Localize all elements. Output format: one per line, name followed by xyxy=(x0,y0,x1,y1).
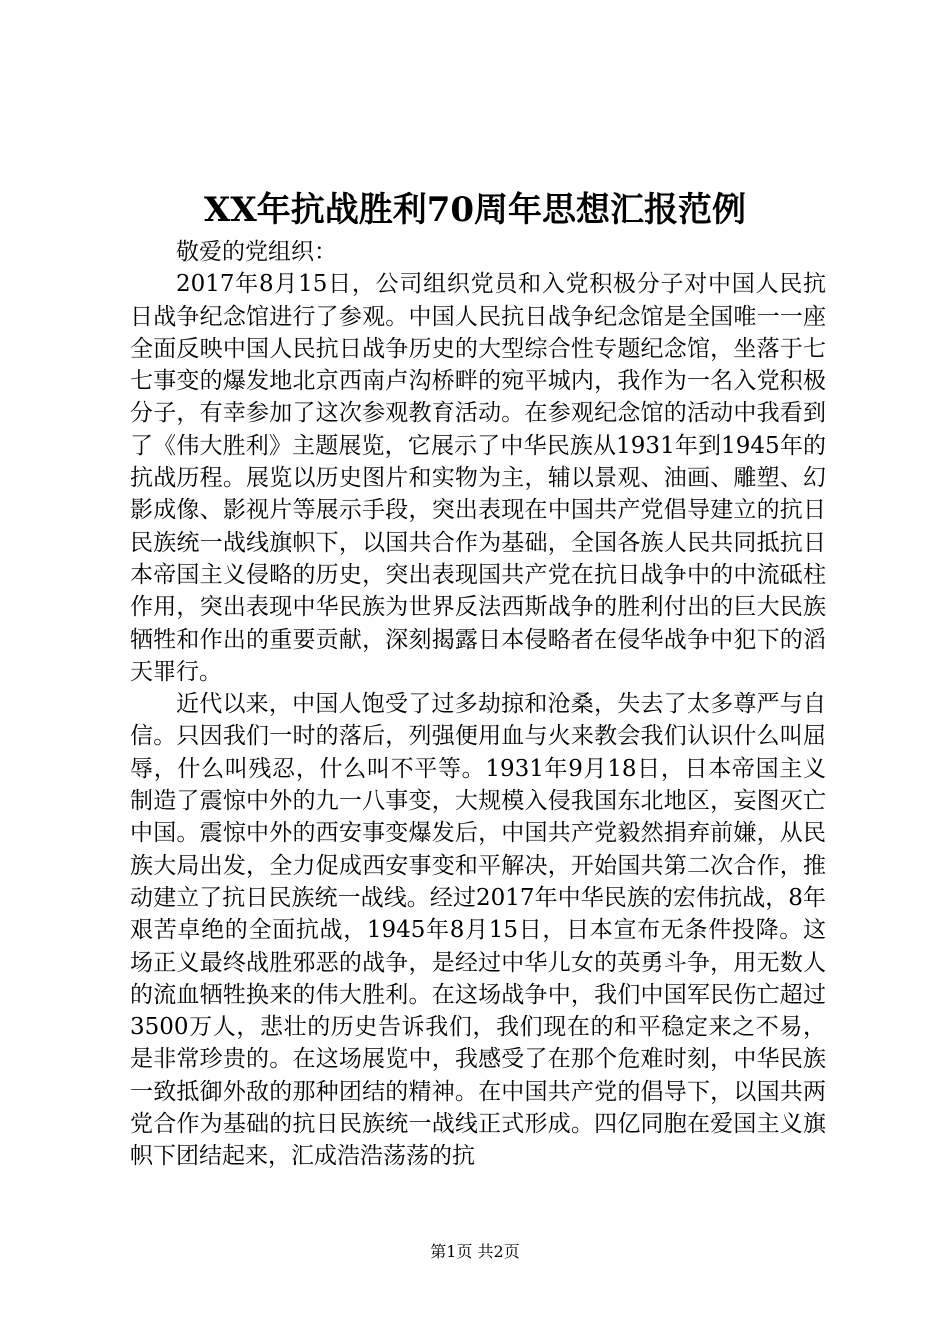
paragraph-1: 2017年8月15日，公司组织党员和入党积极分子对中国人民抗日战争纪念馆进行了参观。中国人民抗日战争纪念馆是全国唯一一座全面反映中国人民抗日战争历史的大型综合性专题纪念馆，坐落于七七事变的爆发地北京西南卢沟桥畔的宛平城内，我作为一名入党积极分子，有幸参加了这次参观教育活动。在参观纪念馆的活动中我看到了《伟大胜利》主题展览，它展示了中华民族从1931年到1945年的抗战历程。展览以历史图片和实物为主，辅以景观、油画、雕塑、幻影成像、影视片等展示手段，突出表现在中国共产党倡导建立的抗日民族统一战线旗帜下，以国共合作为基础，全国各族人民共同抵抗日本帝国主义侵略的历史，突出表现国共产党在抗日战争中的中流砥柱作用，突出表现中华民族为世界反法西斯战争的胜利付出的巨大民族牺牲和作出的重要贡献，深刻揭露日本侵略者在侵华战争中犯下的滔天罪行。 xyxy=(130,271,826,685)
document-title: XX年抗战胜利70周年思想汇报范例 xyxy=(203,190,747,230)
page-number-footer: 第1页 共2页 xyxy=(430,1242,520,1261)
document-body xyxy=(130,236,826,1173)
salutation: 敬爱的党组织： xyxy=(176,239,337,265)
paragraph-2: 近代以来，中国人饱受了过多劫掠和沧桑，失去了太多尊严与自信。只因我们一时的落后，列强便用血与火来教会我们认识什么叫屈辱，什么叫残忍，什么叫不平等。1931年9月18日，日本帝国主义制造了震惊中外的九一八事变，大规模入侵我国东北地区，妄图灭亡中国。震惊中外的西安事变爆发后，中国共产党毅然捐弃前嫌，从民族大局出发，全力促成西安事变和平解决，开始国共第二次合作，推动建立了抗日民族统一战线。经过2017年中华民族的宏伟抗战，8年艰苦卓绝的全面抗战，1945年8月15日，日本宣布无条件投降。这场正义最终战胜邪恶的战争，是经过中华儿女的英勇斗争，用无数人的流血牺牲换来的伟大胜利。在这场战争中，我们中国军民伤亡超过3500万人，悲壮的历史告诉我们，我们现在的和平稳定来之不易，是非常珍贵的。在这场展览中，我感受了在那个危难时刻，中华民族一致抵御外敌的那种团结的精神。在中国共产党的倡导下，以国共两党合作为基础的抗日民族统一战线正式形成。四亿同胞在爱国主义旗帜下团结起来，汇成浩浩荡荡的抗 xyxy=(130,691,826,1170)
